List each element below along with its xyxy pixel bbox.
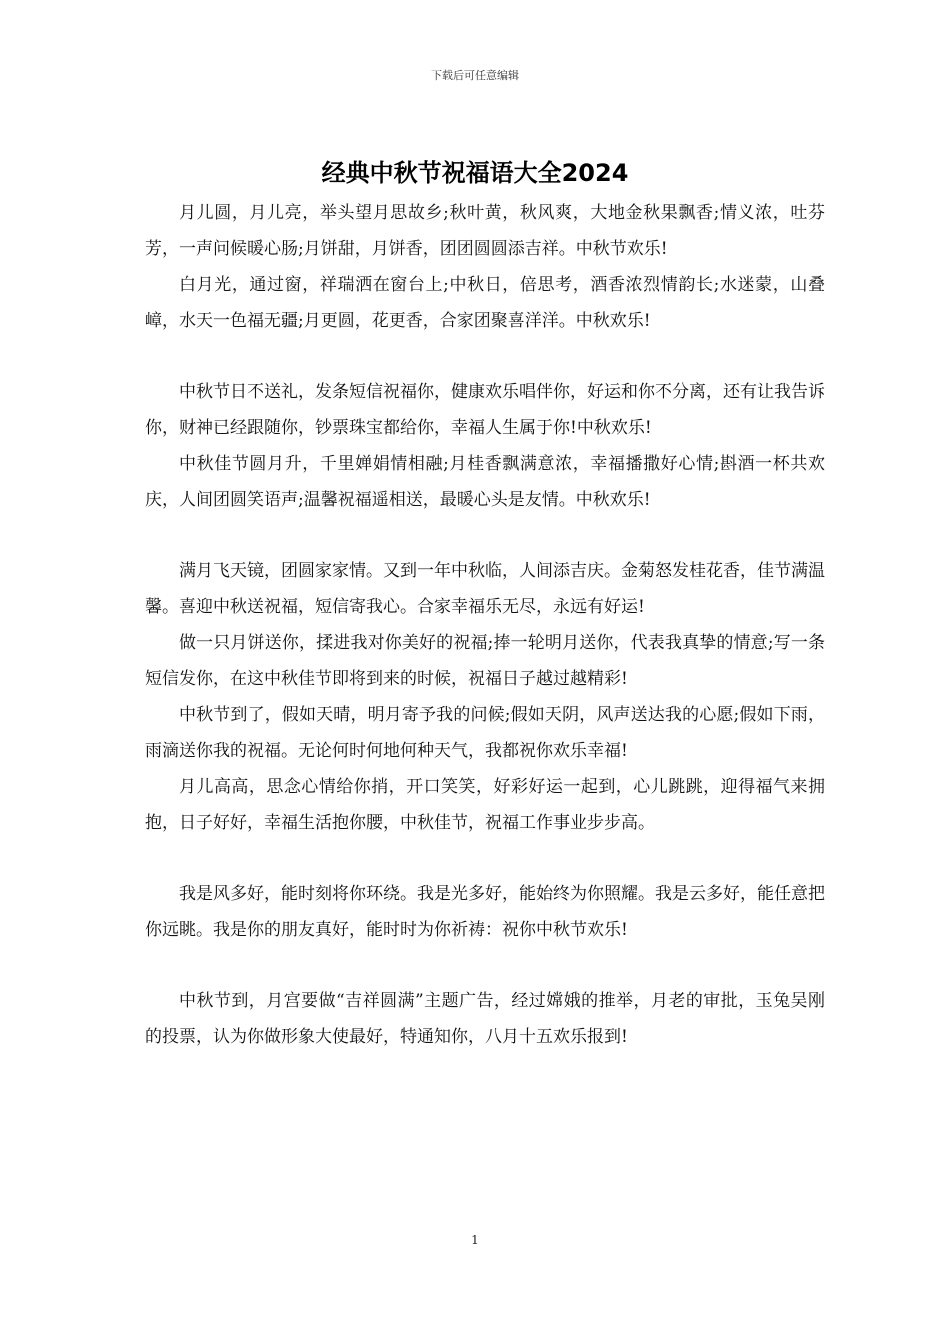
paragraph-spacer xyxy=(145,339,825,374)
paragraph: 满月飞天镜，团圆家家情。又到一年中秋临，人间添吉庆。金菊怒发桂花香，佳节满温馨。喜迎中秋送祝福，短信寄我心。合家幸福乐无尽，永远有好运! xyxy=(145,561,825,617)
paragraph: 做一只月饼送你，揉进我对你美好的祝福;捧一轮明月送你，代表我真挚的情意;写一条短信发你，在这中秋佳节即将到来的时候，祝福日子越过越精彩! xyxy=(145,633,825,689)
paragraph-spacer xyxy=(145,948,825,983)
paragraph: 中秋节到了，假如天晴，明月寄予我的问候;假如天阴，风声送达我的心愿;假如下雨，雨滴送你我的祝福。无论何时何地何种天气，我都祝你欢乐幸福! xyxy=(145,705,825,761)
paragraph: 中秋节日不送礼，发条短信祝福你，健康欢乐唱伴你，好运和你不分离，还有让我告诉你，财神已经跟随你，钞票珠宝都给你，幸福人生属于你!中秋欢乐! xyxy=(145,382,825,438)
paragraph-spacer xyxy=(145,841,825,876)
page-title: 经典中秋节祝福语大全2024 xyxy=(321,159,629,187)
header-note: 下载后可任意编辑 xyxy=(431,69,519,82)
paragraph: 月儿圆，月儿亮，举头望月思故乡;秋叶黄，秋风爽，大地金秋果飘香;情义浓，吐芬芳，一声问候暖心肠;月饼甜，月饼香，团团圆圆添吉祥。中秋节欢乐! xyxy=(145,203,825,259)
document-body xyxy=(145,195,825,1055)
paragraph: 中秋节到，月宫要做“吉祥圆满”主题广告，经过嫦娥的推举，月老的审批，玉兔吴刚的投票，认为你做形象大使最好，特通知你，八月十五欢乐报到! xyxy=(145,991,825,1047)
paragraph: 月儿高高，思念心情给你捎，开口笑笑，好彩好运一起到，心儿跳跳，迎得福气来拥抱，日子好好，幸福生活抱你腰，中秋佳节，祝福工作事业步步高。 xyxy=(145,777,825,833)
paragraph-spacer xyxy=(145,518,825,553)
paragraph: 白月光，通过窗，祥瑞洒在窗台上;中秋日，倍思考，酒香浓烈情韵长;水迷蒙，山叠嶂，水天一色福无疆;月更圆，花更香，合家团聚喜洋洋。中秋欢乐! xyxy=(145,275,825,331)
paragraph: 中秋佳节圆月升，千里婵娟情相融;月桂香飘满意浓，幸福播撒好心情;斟酒一杯共欢庆，人间团圆笑语声;温馨祝福遥相送，最暖心头是友情。中秋欢乐! xyxy=(145,454,825,510)
page-number: 1 xyxy=(471,1233,479,1247)
paragraph: 我是风多好，能时刻将你环绕。我是光多好，能始终为你照耀。我是云多好，能任意把你远眺。我是你的朋友真好，能时时为你祈祷：祝你中秋节欢乐! xyxy=(145,884,825,940)
